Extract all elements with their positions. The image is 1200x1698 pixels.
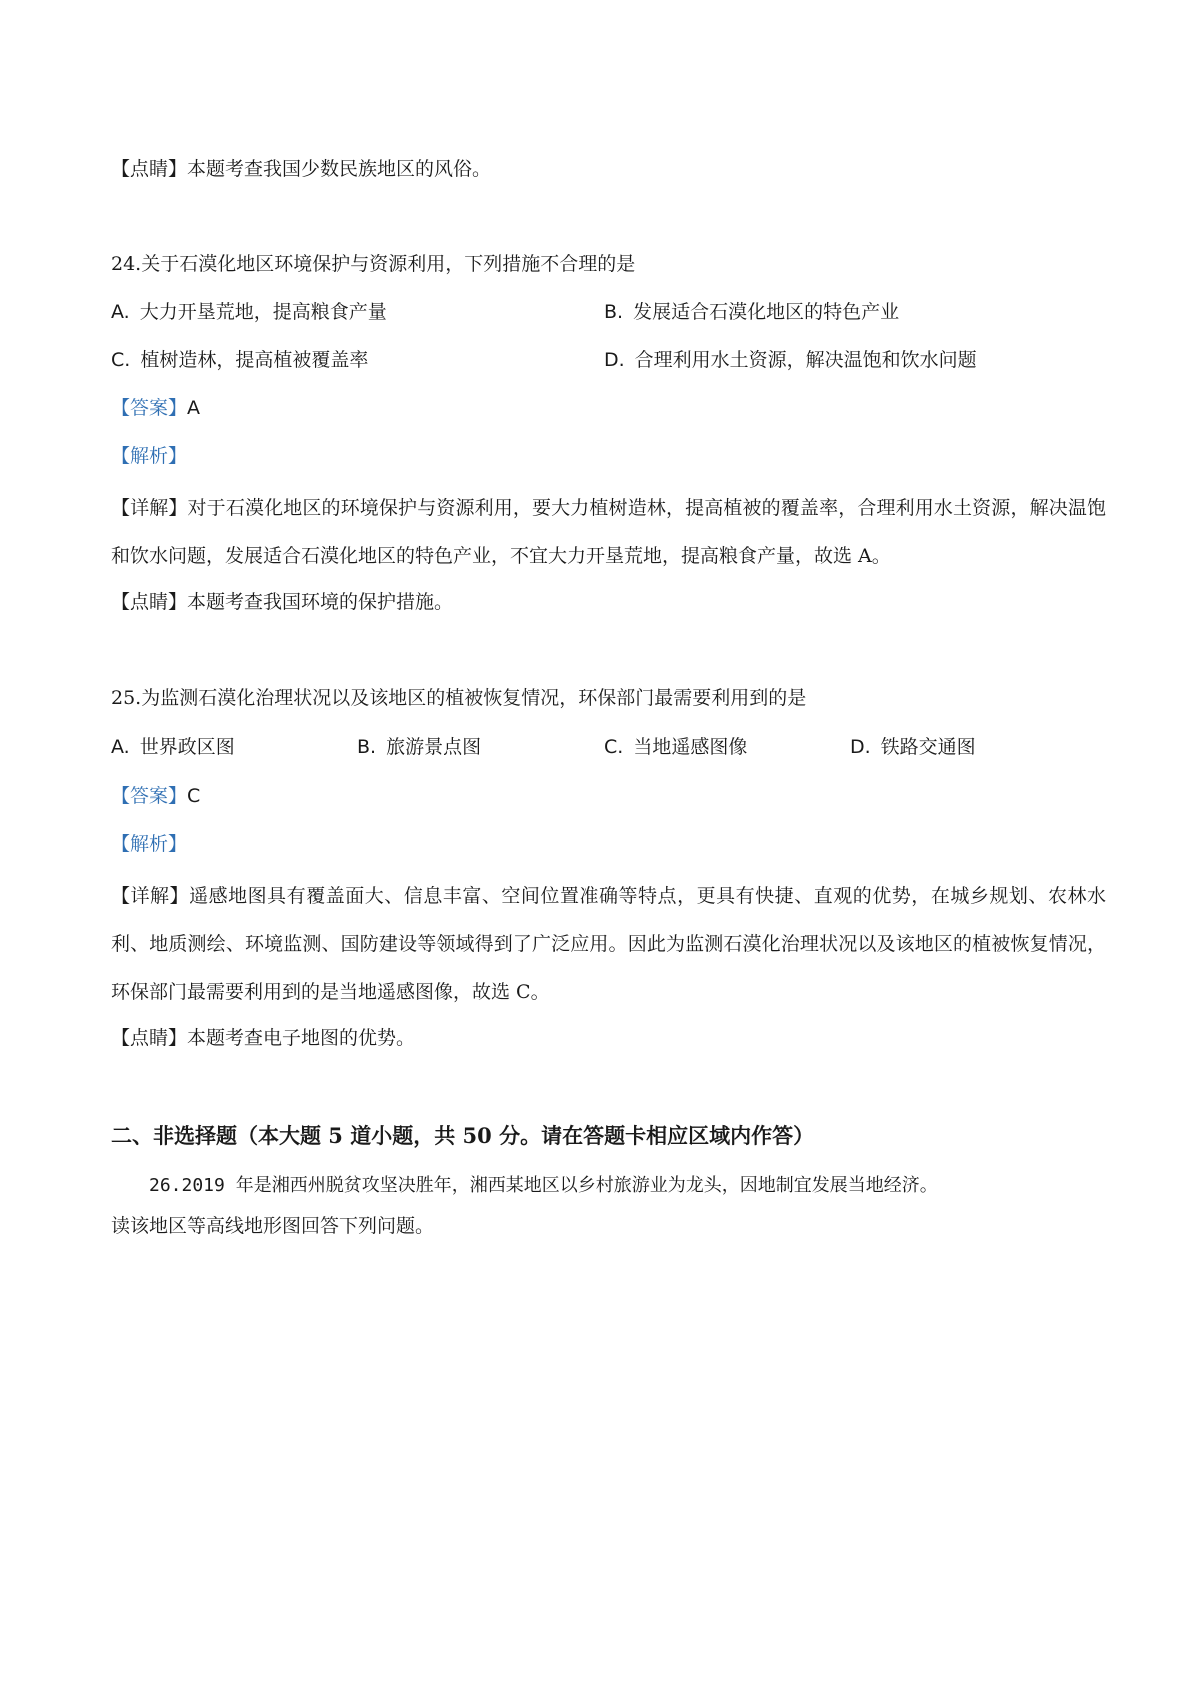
q25-option-d-text: 铁路交通图: [880, 736, 976, 758]
q24-detail: 【详解】对于石漠化地区的环境保护与资源利用，要大力植树造林，提高植被的覆盖率，合理利用水土资源，解决温饱和饮水问题，发展适合石漠化地区的特色产业，不宜大力开垦荒地，提高粮食产量，故选 A。: [111, 497, 1106, 567]
q25-analysis-label: 【解析】: [111, 833, 188, 855]
q24-answer-label: 【答案】: [111, 397, 188, 419]
q24-option-b-text: 发展适合石漠化地区的特色产业: [633, 301, 900, 323]
q25-option-c: [604, 733, 747, 761]
q24-option-a-text: 大力开垦荒地，提高粮食产量: [139, 301, 387, 323]
q24-answer-value: A: [187, 397, 201, 419]
q26-line-1: 26.2019 年是湘西州脱贫攻坚决胜年，湘西某地区以乡村旅游业为龙头，因地制宜发展当地经济。: [149, 1175, 938, 1196]
q26-stem: [111, 1166, 1106, 1246]
q25-option-b-letter: B.: [357, 736, 377, 758]
q24-option-c: [111, 346, 368, 374]
q25-note: 【点睛】本题考查电子地图的优势。: [111, 1027, 416, 1049]
q25-answer: [111, 782, 200, 810]
q25-option-d-letter: D.: [850, 736, 871, 758]
q25-answer-value: C: [187, 785, 201, 807]
q25-option-c-letter: C.: [604, 736, 624, 758]
q24-stem: [111, 250, 635, 278]
section-two-title: 二、非选择题（本大题 5 道小题，共 50 分。请在答题卡相应区域内作答）: [111, 1123, 815, 1148]
q25-option-d: [850, 733, 976, 761]
q24-option-c-text: 植树造林，提高植被覆盖率: [140, 349, 369, 371]
q24-option-b: [604, 298, 899, 326]
q24-option-d-letter: D.: [604, 349, 625, 371]
q24-option-a: [111, 298, 387, 326]
q24-option-b-letter: B.: [604, 301, 624, 323]
q24-answer: [111, 394, 200, 422]
q24-option-d-text: 合理利用水土资源，解决温饱和饮水问题: [634, 349, 977, 371]
q25-option-a: [111, 733, 235, 761]
q25-option-a-letter: A.: [111, 736, 130, 758]
q26-line-2: 读该地区等高线地形图回答下列问题。: [111, 1215, 435, 1237]
q25-stem: 25.为监测石漠化治理状况以及该地区的植被恢复情况，环保部门最需要利用到的是: [111, 687, 807, 709]
q24-option-a-letter: A.: [111, 301, 130, 323]
q24-note: 【点睛】本题考查我国环境的保护措施。: [111, 591, 454, 613]
q24-option-d: [604, 346, 977, 374]
q25-option-b-text: 旅游景点图: [386, 736, 482, 758]
q24-option-c-letter: C.: [111, 349, 131, 371]
q23-note: 【点睛】本题考查我国少数民族地区的风俗。: [111, 158, 492, 180]
q25-option-c-text: 当地遥感图像: [633, 736, 748, 758]
q25-option-b: [357, 733, 481, 761]
q25-answer-label: 【答案】: [111, 785, 188, 807]
q25-option-a-text: 世界政区图: [139, 736, 235, 758]
q24-stem-text: 24.关于石漠化地区环境保护与资源利用，下列措施不合理的是: [111, 253, 636, 275]
q25-detail: 【详解】遥感地图具有覆盖面大、信息丰富、空间位置准确等特点，更具有快捷、直观的优势，在城乡规划、农林水利、地质测绘、环境监测、国防建设等领域得到了广泛应用。因此为监测石漠化治理状况以及该地区的植被恢复情况，环保部门最需要利用到的是当地遥感图像，故选 C。: [111, 885, 1106, 1003]
q24-analysis-label: 【解析】: [111, 445, 188, 467]
